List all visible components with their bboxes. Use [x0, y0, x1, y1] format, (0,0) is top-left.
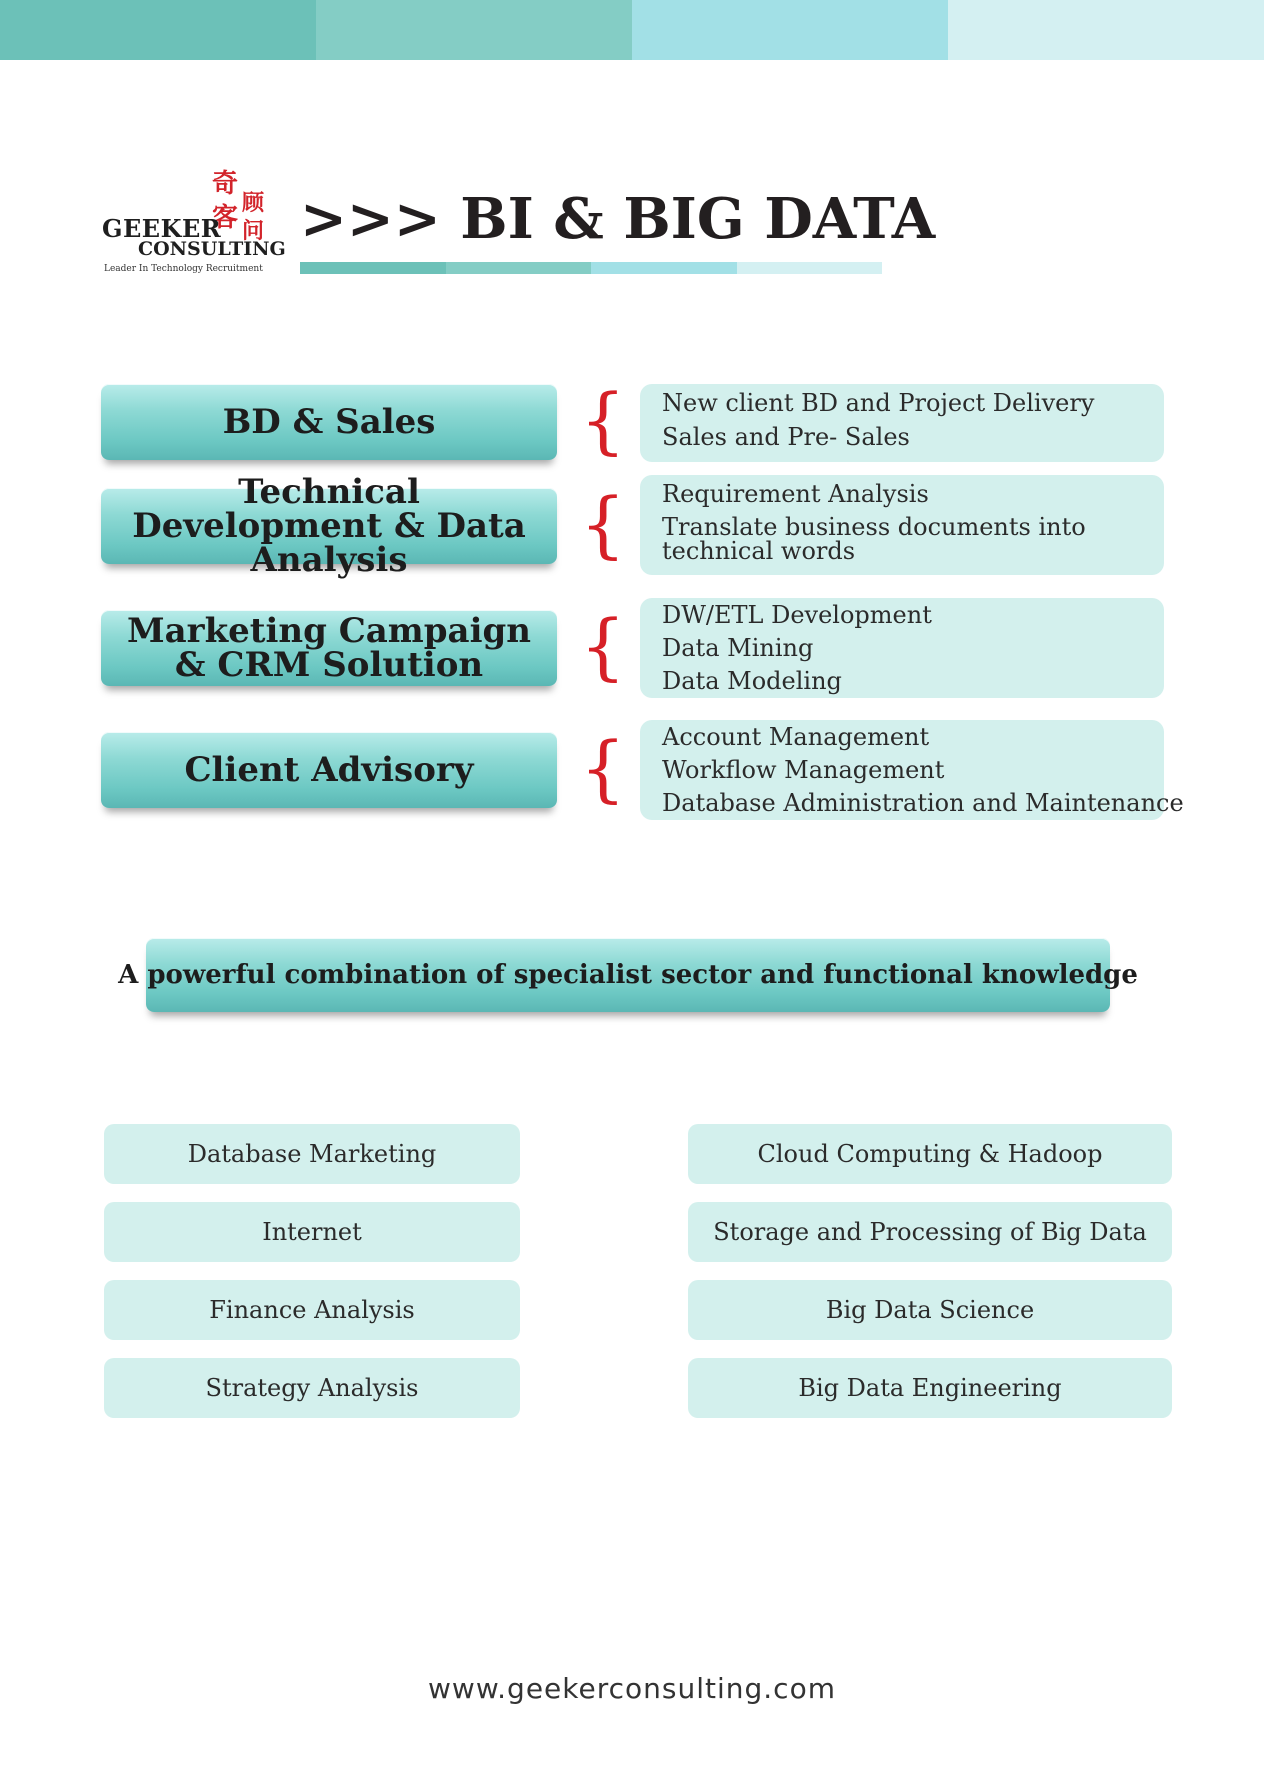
brace-icon: { — [580, 604, 626, 688]
title-underline-seg-3 — [591, 262, 737, 274]
title-underline-seg-1 — [300, 262, 446, 274]
strip-segment-2 — [316, 0, 632, 60]
logo-name-line2: CONSULTING — [138, 238, 286, 260]
strip-segment-3 — [632, 0, 948, 60]
detail-line: New client BD and Project Delivery — [662, 389, 1095, 417]
company-logo — [102, 169, 286, 280]
sector-pill: Cloud Computing & Hadoop — [688, 1124, 1172, 1184]
role-client-advisory-details — [640, 720, 1184, 820]
sector-pill: Big Data Engineering — [688, 1358, 1172, 1418]
sector-pill: Big Data Science — [688, 1280, 1172, 1340]
title-underline-seg-4 — [737, 262, 883, 274]
strip-segment-4 — [948, 0, 1264, 60]
logo-chinese-mark — [212, 169, 274, 244]
logo-char-1: 奇 — [212, 169, 239, 199]
sector-pill: Internet — [104, 1202, 520, 1262]
brace-icon: { — [580, 482, 626, 566]
logo-char-4: 问 — [242, 219, 265, 244]
role-marketing-campaign: Marketing Campaign & CRM Solution — [101, 610, 557, 686]
detail-line: Account Management — [662, 723, 930, 751]
detail-line: Requirement Analysis — [662, 480, 929, 508]
role-client-advisory: Client Advisory — [101, 732, 557, 808]
logo-name-line1: GEEKER — [102, 214, 222, 243]
logo-char-2: 顾 — [242, 191, 265, 216]
brace-icon: { — [580, 726, 626, 810]
detail-line: Translate business documents into technical words — [662, 513, 1086, 565]
page-title: >>> BI & BIG DATA — [300, 186, 936, 252]
role-bd-sales: BD & Sales — [101, 384, 557, 460]
detail-line: Data Mining — [662, 634, 814, 662]
strip-segment-1 — [0, 0, 316, 60]
detail-line: Sales and Pre- Sales — [662, 423, 910, 451]
logo-tagline: Leader In Technology Recruitment — [104, 264, 263, 274]
role-bd-sales-details — [640, 384, 1164, 462]
detail-line: Database Administration and Maintenance — [662, 789, 1184, 817]
sector-pill: Finance Analysis — [104, 1280, 520, 1340]
sector-pill: Database Marketing — [104, 1124, 520, 1184]
sector-pill: Strategy Analysis — [104, 1358, 520, 1418]
role-technical-development: Technical Development & Data Analysis — [101, 488, 557, 564]
detail-line: DW/ETL Development — [662, 601, 932, 629]
role-marketing-campaign-details — [640, 598, 1164, 698]
detail-line: Workflow Management — [662, 756, 945, 784]
knowledge-banner: A powerful combination of specialist sector and functional knowledge — [146, 938, 1110, 1012]
title-underline — [300, 262, 882, 274]
top-color-strip — [0, 0, 1264, 60]
brace-icon: { — [580, 378, 626, 462]
footer-website[interactable]: www.geekerconsulting.com — [428, 1672, 836, 1705]
detail-line: Data Modeling — [662, 667, 842, 695]
logo-char-3: 客 — [212, 203, 239, 233]
title-underline-seg-2 — [446, 262, 592, 274]
sector-pill: Storage and Processing of Big Data — [688, 1202, 1172, 1262]
role-technical-development-details — [640, 475, 1164, 575]
